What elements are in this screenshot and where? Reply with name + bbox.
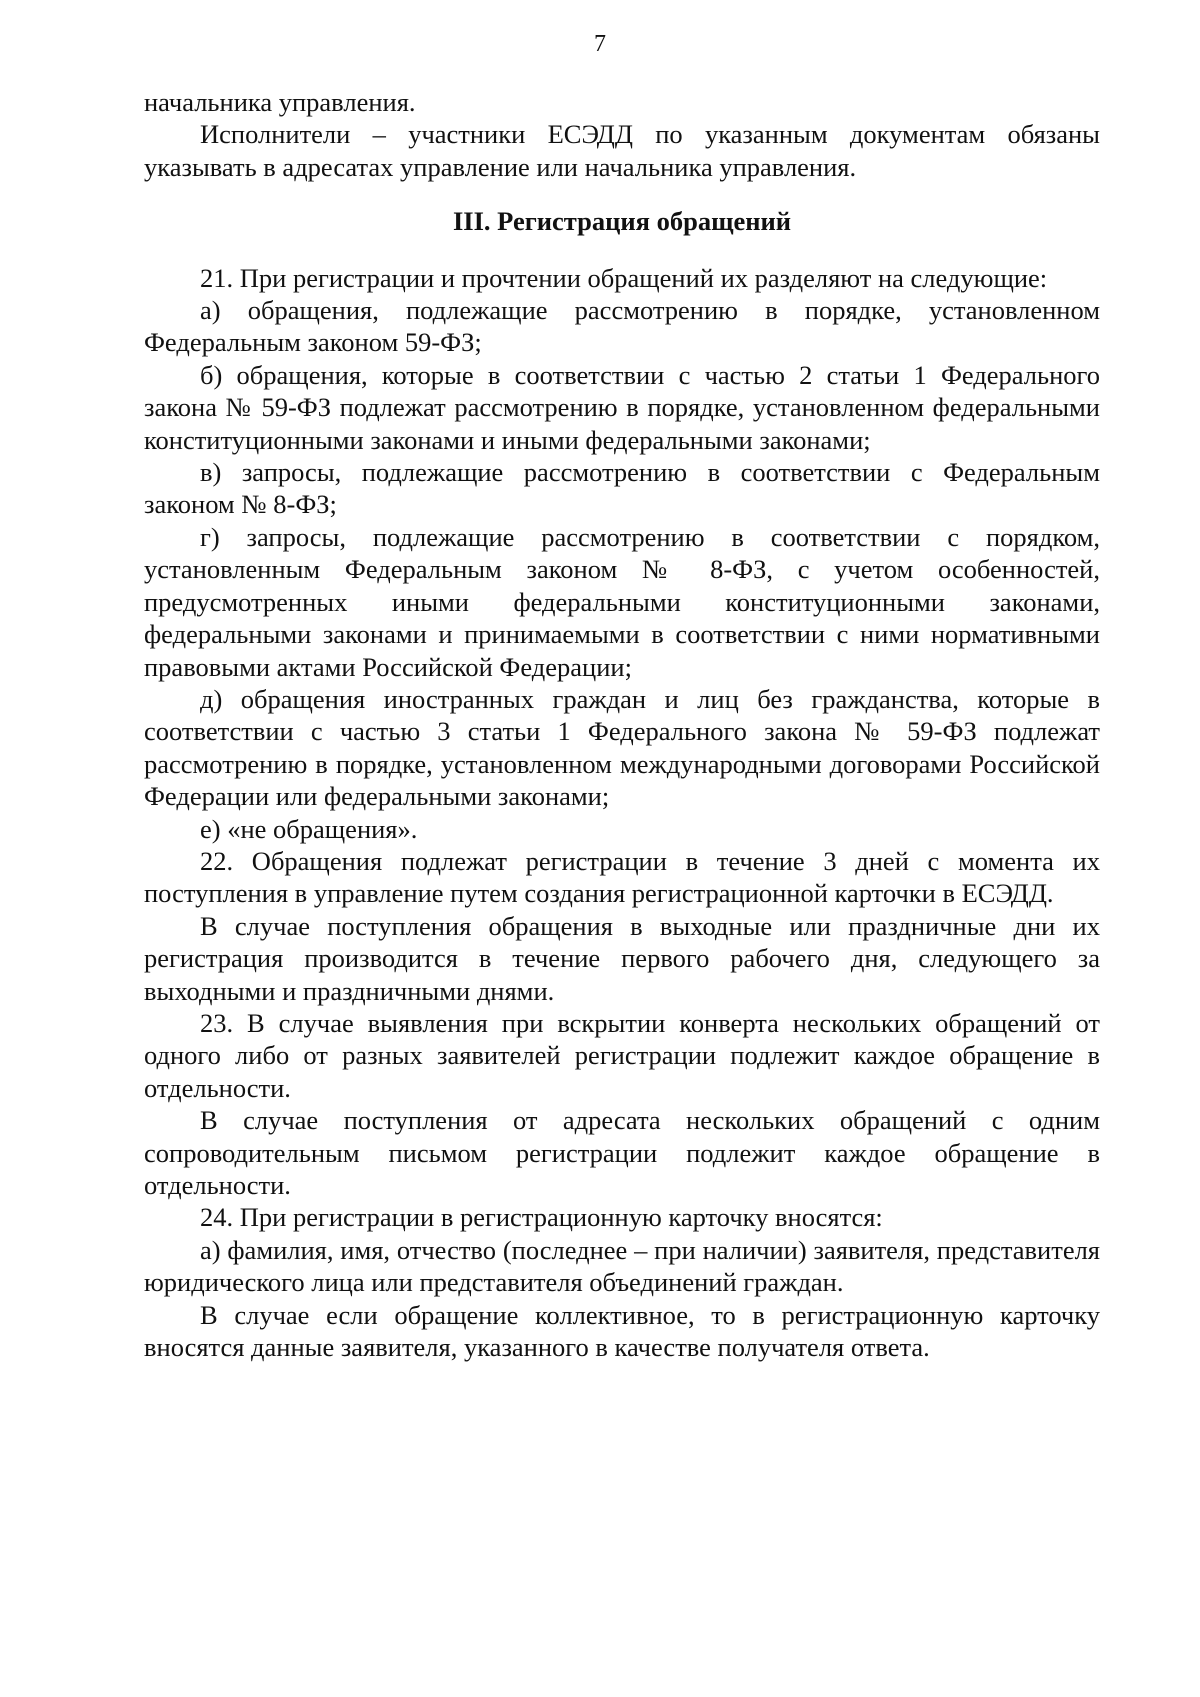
clause-21-item-g: г) запросы, подлежащие рассмотрению в соответствии с порядком, установленным Федеральным законом № 8-ФЗ, с учетом особенностей, предусмотренных иными федеральными конституционными законами, федеральными законами и принимаемыми в соответствии с ними нормативными правовыми актами Российской Федерации; xyxy=(144,521,1100,682)
page-number: 7 xyxy=(594,31,606,57)
clause-21-item-d: д) обращения иностранных граждан и лиц без гражданства, которые в соответствии с частью 3 статьи 1 Федерального закона № 59-ФЗ подлежат рассмотрению в порядке, установленном международными договорами Российской Федерации или федеральными законами; xyxy=(144,683,1100,812)
clause-24-item-a: а) фамилия, имя, отчество (последнее – при наличии) заявителя, представителя юридического лица или представителя объединений граждан. xyxy=(144,1234,1100,1298)
paragraph-continuation: начальника управления. xyxy=(144,87,416,117)
clause-23: 23. В случае выявления при вскрытии конверта нескольких обращений от одного либо от разных заявителей регистрации подлежит каждое обращение в отдельности. xyxy=(144,1007,1100,1103)
paragraph: Исполнители – участники ЕСЭДД по указанным документам обязаны указывать в адресатах управление или начальника управления. xyxy=(144,119,1100,182)
clause-23-paragraph: В случае поступления от адресата нескольких обращений с одним сопроводительным письмом регистрации подлежит каждое обращение в отдельности. xyxy=(144,1105,1100,1200)
document-body xyxy=(144,86,1100,1363)
clause-24: 24. При регистрации в регистрационную карточку вносятся: xyxy=(200,1202,883,1233)
clause-21-item-a: а) обращения, подлежащие рассмотрению в порядке, установленном Федеральным законом 59-ФЗ; xyxy=(144,295,1100,358)
clause-22: 22. Обращения подлежат регистрации в течение 3 дней с момента их поступления в управление путем создания регистрационной карточки в ЕСЭДД. xyxy=(144,845,1100,909)
clause-21-item-b: б) обращения, которые в соответствии с частью 2 статьи 1 Федерального закона № 59-ФЗ подлежат рассмотрению в порядке, установленном федеральными конституционными законами и иными федеральными законами; xyxy=(144,359,1100,455)
section-heading: III. Регистрация обращений xyxy=(452,206,792,237)
clause-24-paragraph: В случае если обращение коллективное, то в регистрационную карточку вносятся данные заявителя, указанного в качестве получателя ответа. xyxy=(144,1299,1100,1363)
clause-21: 21. При регистрации и прочтении обращений их разделяют на следующие: xyxy=(200,262,1048,293)
clause-21-item-v: в) запросы, подлежащие рассмотрению в соответствии с Федеральным законом № 8-ФЗ; xyxy=(144,457,1100,520)
clause-21-item-e: е) «не обращения». xyxy=(200,813,418,844)
clause-22-paragraph: В случае поступления обращения в выходные или праздничные дни их регистрация производится в течение первого рабочего дня, следующего за выходными и праздничными днями. xyxy=(144,910,1100,1006)
